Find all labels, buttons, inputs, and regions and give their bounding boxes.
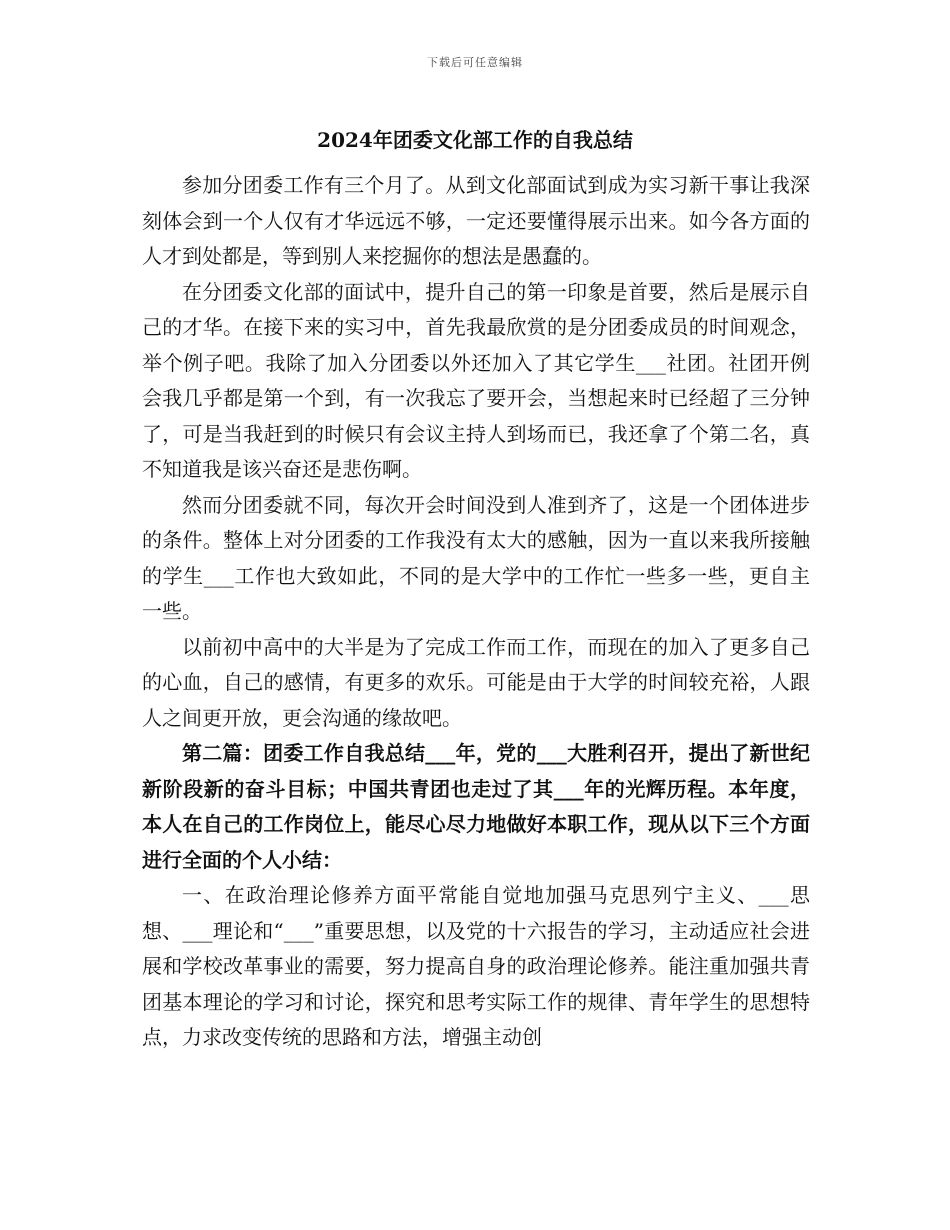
paragraph-5-section-heading: 第二篇：团委工作自我总结___年，党的___大胜利召开，提出了新世纪新阶段新的奋斗目标；中国共青团也走过了其___年的光辉历程。本年度，本人在自己的工作岗位上，能尽心尽力地做好本职工作，现从以下三个方面进行全面的个人小结： [142, 741, 810, 872]
paragraph-4: 以前初中高中的大半是为了完成工作而工作，而现在的加入了更多自己的心血，自己的感情，有更多的欢乐。可能是由于大学的时间较充裕，人跟人之间更开放，更会沟通的缘故吧。 [142, 634, 810, 730]
document-body [142, 168, 810, 1056]
document-title: 2024年团委文化部工作的自我总结 [317, 128, 633, 152]
paragraph-3: 然而分团委就不同，每次开会时间没到人准到齐了，这是一个团体进步的条件。整体上对分团委的工作我没有太大的感触，因为一直以来我所接触的学生___工作也大致如此，不同的是大学中的工作忙一些多一些，更自主一些。 [142, 492, 810, 623]
header-note: 下载后可任意编辑 [427, 56, 523, 69]
paragraph-6: 一、在政治理论修养方面平常能自觉地加强马克思列宁主义、___思想、___理论和“___”重要思想，以及党的十六报告的学习，主动适应社会进展和学校改革事业的需要，努力提高自身的政治理论修养。能注重加强共青团基本理论的学习和讨论，探究和思考实际工作的规律、青年学生的思想特点，力求改变传统的思路和方法，增强主动创 [142, 883, 810, 1049]
paragraph-2: 在分团委文化部的面试中，提升自己的第一印象是首要，然后是展示自己的才华。在接下来的实习中，首先我最欣赏的是分团委成员的时间观念，举个例子吧。我除了加入分团委以外还加入了其它学生___社团。社团开例会我几乎都是第一个到，有一次我忘了要开会，当想起来时已经超了三分钟了，可是当我赶到的时候只有会议主持人到场而已，我还拿了个第二名，真不知道我是该兴奋还是悲伤啊。 [142, 279, 810, 481]
paragraph-1: 参加分团委工作有三个月了。从到文化部面试到成为实习新干事让我深刻体会到一个人仅有才华远远不够，一定还要懂得展示出来。如今各方面的人才到处都是，等到别人来挖掘你的想法是愚蠢的。 [142, 173, 810, 268]
